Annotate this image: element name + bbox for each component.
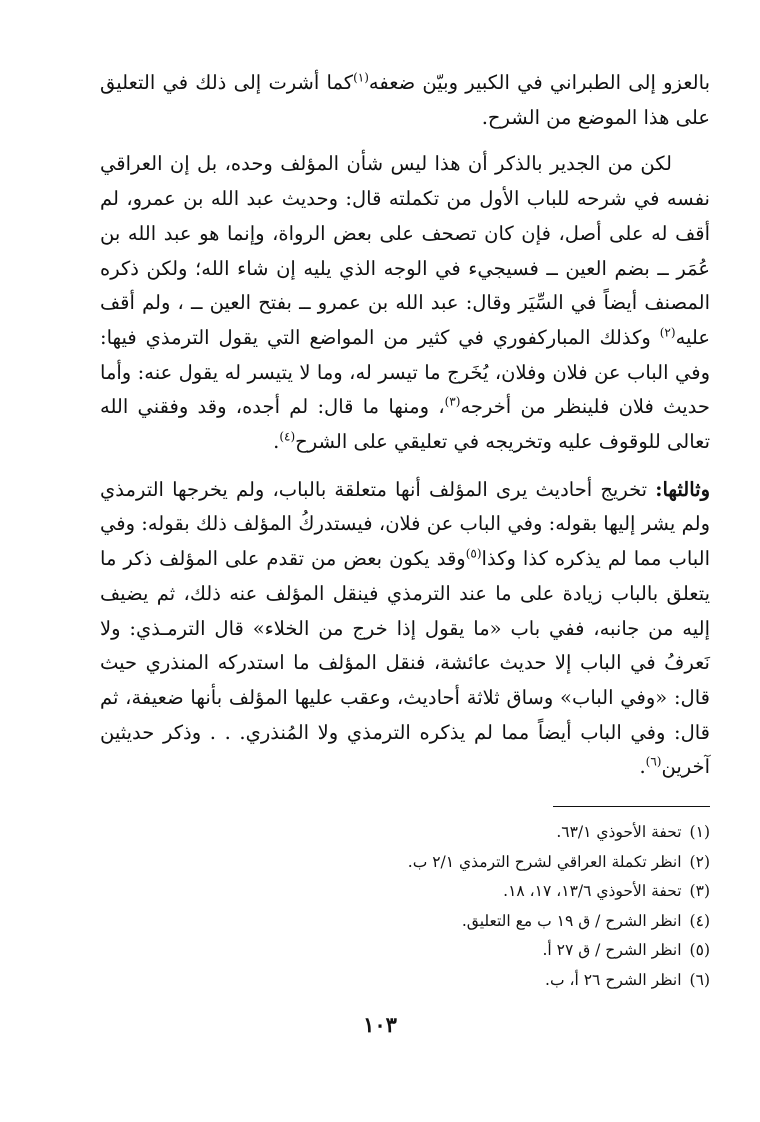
footnote-item bbox=[100, 966, 710, 996]
footnote-number: (٢) bbox=[689, 852, 710, 871]
footnote-text: تحفة الأحوذي ٦٣/١. bbox=[556, 823, 682, 841]
paragraph-3-lead: وثالثها: bbox=[655, 477, 710, 501]
paragraph-1-text-continued: كما أشرت إلى ذلك في التعليق على هذا الموضع من الشرح. bbox=[100, 71, 710, 129]
footnote-text: تحفة الأحوذي ١٣/٦، ١٧، ١٨. bbox=[503, 882, 682, 901]
main-text bbox=[100, 66, 710, 785]
footnote-number: (٣) bbox=[689, 882, 710, 901]
paragraph-1 bbox=[100, 66, 710, 135]
footnote-item bbox=[100, 936, 710, 966]
paragraph-3-text: تخريج أحاديث يرى المؤلف أنها متعلقة بالباب، ولم يخرجها الترمذي ولم يشر إليها بقوله: وفي الباب عن فلان، فيستدركُ المؤلف ذلك بقوله: وفي الباب مما لم يذكره كذا وكذا bbox=[100, 477, 711, 571]
paragraph-2 bbox=[100, 147, 710, 459]
footnote-text: انظر الشرح ٢٦ أ، ب. bbox=[545, 970, 682, 989]
footnote-ref-2: (٢) bbox=[659, 325, 676, 340]
footnote-ref-3: (٣) bbox=[444, 394, 461, 409]
footnote-text: انظر الشرح / ق ٢٧ أ. bbox=[542, 941, 682, 960]
footnote-ref-1: (١) bbox=[353, 70, 369, 85]
footnote-item bbox=[100, 848, 710, 878]
footnote-number: (٦) bbox=[689, 970, 710, 989]
footnote-separator bbox=[553, 806, 710, 807]
paragraph-1-text: بالعزو إلى الطبراني في الكبير وبيّن ضعفه bbox=[368, 71, 710, 94]
page-number: ١٠٣ bbox=[363, 1012, 397, 1037]
paragraph-3-text-continued: وقد يكون بعض من تقدم على المؤلف ذكر ما يتعلق بالباب زيادة على ما عند الترمذي فينقل المؤلف عنه ذلك، ثم يضيف إليه من جانبه، ففي باب «ما يقول إذا خرج من الخلاء» قال الترمـذي: ولا نَعرفُ في الباب إلا حديث عائشة، فنقل المؤلف ما استدركه المنذري حيث قال: «وفي الباب» وساق ثلاثة أحاديث، وعقب عليها المؤلف بأنها ضعيفة، ثم قال: وفي الباب أيضاً مما لم يذكره الترمذي ولا المُنذري. . . وذكر حديثين آخرين bbox=[100, 547, 710, 779]
footnote-ref-4: (٤) bbox=[279, 429, 296, 444]
footnote-number: (١) bbox=[689, 823, 710, 841]
footnote-ref-6: (٦) bbox=[645, 754, 662, 769]
footnote-text: انظر الشرح / ق ١٩ ب مع التعليق. bbox=[461, 911, 682, 930]
paragraph-2-text-continued: وكذلك المباركفوري في كثير من المواضع التي يقول الترمذي فيها: وفي الباب عن فلان وفلان، يُخَرج ما تيسر له، وما لا يتيسر له يقول عنه: وأما حديث فلان فلينظر من أخرجه bbox=[100, 325, 710, 419]
paragraph-2-end: . bbox=[273, 430, 280, 454]
footnote-ref-5: (٥) bbox=[465, 546, 482, 561]
footnote-item bbox=[100, 818, 710, 848]
footnote-number: (٤) bbox=[689, 911, 710, 930]
footnote-text: انظر تكملة العراقي لشرح الترمذي ٢/١ ب. bbox=[407, 852, 682, 871]
paragraph-2-text-continued-2: ، ومنها ما قال: لم أجده، وقد وفقني الله تعالى للوقوف عليه وتخريجه في تعليقي على الشرح bbox=[100, 395, 710, 454]
footnote-number: (٥) bbox=[689, 941, 710, 960]
paragraph-2-text: لكن من الجدير بالذكر أن هذا ليس شأن المؤلف وحده، بل إن العراقي نفسه في شرحه للباب الأول من تكملته قال: وحديث عبد الله بن عمرو، لم أقف له على أصل، فإن كان تصحف على بعض الرواة، وإنما هو عبد الله بن عُمَر ــ بضم العين ــ فسيجيء في الوجه الذي يليه إن شاء الله؛ ولكن ذكره المصنف أيضاً في السِّيَر وقال: عبد الله بن عمرو ــ بفتح العين ــ ، ولم أقف عليه bbox=[100, 152, 710, 349]
paragraph-3 bbox=[100, 473, 710, 785]
footnote-item bbox=[100, 907, 710, 937]
paragraph-3-end: . bbox=[639, 755, 646, 779]
footnotes-list bbox=[100, 818, 710, 996]
footnote-item bbox=[100, 877, 710, 907]
